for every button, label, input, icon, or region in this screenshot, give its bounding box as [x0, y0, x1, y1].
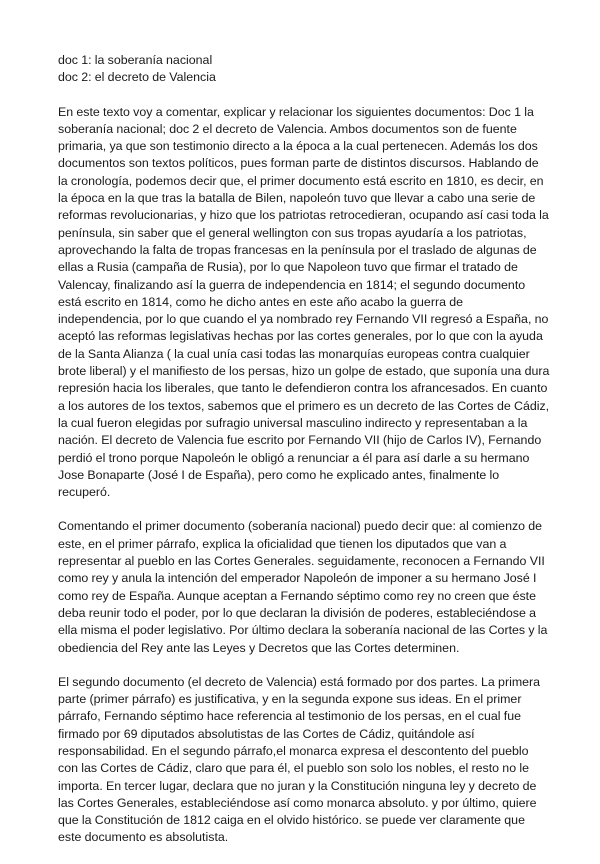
- document-headings: [58, 52, 550, 87]
- document-page: [58, 52, 550, 864]
- heading-doc-2: doc 2: el decreto de Valencia: [58, 70, 216, 85]
- paragraph-introduction: En este texto voy a comentar, explicar y relacionar los siguientes documentos: Doc 1 la soberanía nacional; doc 2 el decreto de Valencia. Ambos documentos son de fuente primaria, ya que son testimonio directo a la época a la cual pertenecen. Además los dos documentos son textos políticos, pues forman parte de distintos discursos. Hablando de la cronología, podemos decir que, el primer documento está escrito en 1810, es decir, en la época en la que tras la batalla de Bilen, napoleón tuvo que llevar a cabo una serie de reformas revolucionarias, y hizo que los patriotas retrocedieran, ocupando así casi toda la península, sin saber que el general wellington con sus tropas ayudaría a los patriotas, aprovechando la falta de tropas francesas en la península por el traslado de algunas de ellas a Rusia (campaña de Rusia), por lo que Napoleon tuvo que firmar el tratado de Valencay, finalizando así la guerra de independencia en 1814; el segundo documento está escrito en 1814, como he dicho antes en este año acabo la guerra de independencia, por lo que cuando el ya nombrado rey Fernando VII regresó a España, no aceptó las reformas legislativas hechas por las cortes generales, por lo que con la ayuda de la Santa Alianza ( la cual unía casi todas las monarquías europeas contra cualquier brote liberal) y el manifiesto de los persas, hizo un golpe de estado, que suponía una dura represión hacia los liberales, que tanto le defendieron contra los afrancesados. En cuanto a los autores de los textos, sabemos que el primero es un decreto de las Cortes de Cádiz, la cual fueron elegidas por sufragio universal masculino indirecto y representaban a la nación. El decreto de Valencia fue escrito por Fernando VII (hijo de Carlos IV), Fernando perdió el trono porque Napoleón le obligó a renunciar a él para así darle a su hermano Jose Bonaparte (José I de España), pero como he explicado antes, finalmente lo recuperó.: [58, 104, 550, 500]
- paragraph-first-document: Comentando el primer documento (soberanía nacional) puedo decir que: al comienzo de este, en el primer párrafo, explica la oficialidad que tienen los diputados que van a representar al pueblo en las Cortes Generales. seguidamente, reconocen a Fernando VII como rey y anula la intención del emperador Napoleón de imponer a su hermano José I como rey de España. Aunque aceptan a Fernando séptimo como rey no creen que éste deba reunir todo el poder, por lo que declaran la división de poderes, estableciéndose a ella misma el poder legislativo. Por último declara la soberanía nacional de las Cortes y la obediencia del Rey ante las Leyes y Decretos que las Cortes determinen.: [58, 519, 548, 655]
- heading-doc-1: doc 1: la soberanía nacional: [58, 53, 213, 67]
- paragraph-second-document: El segundo documento (el decreto de Valencia) está formado por dos partes. La primera parte (primer párrafo) es justificativa, y en la segunda expone sus ideas. En el primer párrafo, Fernando séptimo hace referencia al testimonio de los persas, en el cual fue firmado por 69 diputados absolutistas de las Cortes de Cádiz, quitándole así responsabilidad. En el segundo párrafo,el monarca expresa el descontento del pueblo con las Cortes de Cádiz, claro que para él, el pueblo son solo los nobles, el resto no le importa. En tercer lugar, declara que no juran y la Constitución ninguna ley y decreto de las Cortes Generales, estableciéndose así como monarca absoluto. y por último, quiere que la Constitución de 1812 caiga en el olvido histórico. se puede ver claramente que este documento es absolutista.: [58, 674, 541, 845]
